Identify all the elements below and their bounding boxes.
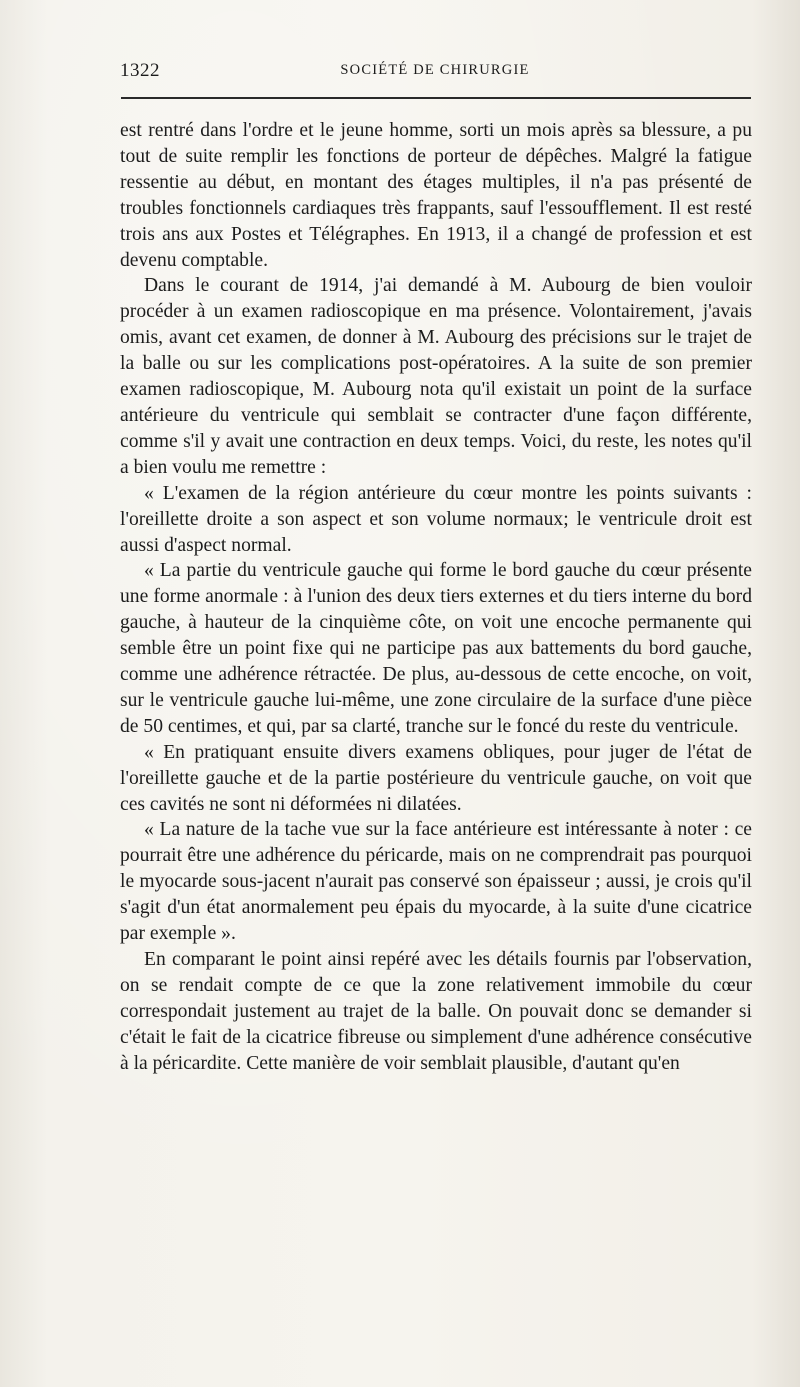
running-head: SOCIÉTÉ DE CHIRURGIE	[340, 62, 530, 78]
paragraph-continuation: est rentré dans l'ordre et le jeune homme, sorti un mois après sa blessure, a pu tout de suite remplir les fonctions de porteur de dépêches. Malgré la fatigue ressentie au début, en montant des étages multiples, il n'a pas présenté de troubles fonctionnels cardiaques très frappants, sauf l'essoufflement. Il est resté trois ans aux Postes et Télégraphes. En 1913, il a changé de profession et est devenu comptable.	[120, 120, 752, 271]
paragraph-quote: « L'examen de la région antérieure du cœur montre les points suivants : l'oreillette droite a son aspect et son volume normaux; le ventricule droit est aussi d'aspect normal.	[120, 482, 752, 556]
paragraph: En comparant le point ainsi repéré avec les détails fournis par l'observation, on se rendait compte de ce que la zone relativement immobile du cœur correspondait justement au trajet de la balle. On pouvait donc se demander si c'était le fait de la cicatrice fibreuse ou simplement d'une adhérence consécutive à la péricardite. Cette manière de voir semblait plausible, d'autant qu'en	[120, 949, 752, 1074]
paragraph: Dans le courant de 1914, j'ai demandé à M. Aubourg de bien vouloir procéder à un examen radioscopique en ma présence. Volontairement, j'avais omis, avant cet examen, de donner à M. Aubourg des précisions sur le trajet de la balle ou sur les complications post-opératoires. A la suite de son premier examen radioscopique, M. Aubourg nota qu'il existait un point de la surface antérieure du ventricule qui semblait se contracter d'une façon différente, comme s'il y avait une contraction en deux temps. Voici, du reste, les notes qu'il a bien voulu me remettre :	[120, 275, 752, 478]
body-text	[120, 118, 752, 1077]
page-header	[120, 60, 750, 84]
header-rule	[121, 97, 751, 99]
paragraph-quote: « La partie du ventricule gauche qui forme le bord gauche du cœur présente une forme anormale : à l'union des deux tiers externes et du tiers interne du bord gauche, à hauteur de la cinquième côte, on voit une encoche permanente qui semble être un point fixe qui ne participe pas aux battements du bord gauche, comme une adhérence rétractée. De plus, au-dessous de cette encoche, on voit, sur le ventricule gauche lui-même, une zone circulaire de la surface d'une pièce de 50 centimes, et qui, par sa clarté, tranche sur le foncé du reste du ventricule.	[120, 560, 752, 737]
paragraph-quote: « La nature de la tache vue sur la face antérieure est intéressante à noter : ce pourrait être une adhérence du péricarde, mais on ne comprendrait pas pourquoi le myocarde sous-jacent n'aurait pas conservé son épaisseur ; aussi, je crois qu'il s'agit d'un état anormalement peu épais du myocarde, à la suite d'une cicatrice par exemple ».	[120, 819, 752, 945]
page-number: 1322	[120, 60, 160, 81]
paragraph-quote: « En pratiquant ensuite divers examens obliques, pour juger de l'état de l'oreillette gauche et de la partie postérieure du ventricule gauche, on voit que ces cavités ne sont ni déformées ni dilatées.	[120, 741, 752, 815]
